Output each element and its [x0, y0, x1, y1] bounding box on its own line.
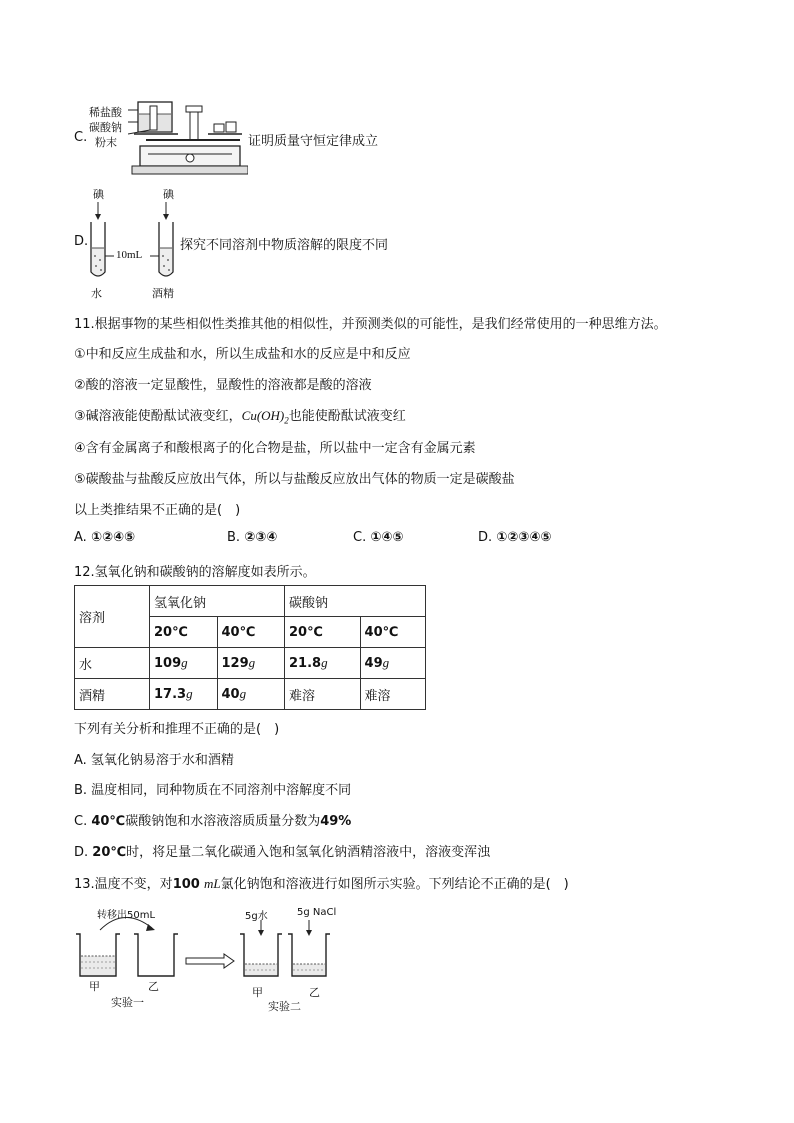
option-temp: 40℃ [91, 814, 126, 829]
label-jia-2: 甲 [252, 986, 263, 999]
stem-part-b: 氯化钠饱和溶液进行如图所示实验。下列结论不正确的是( ) [220, 877, 569, 892]
option-prefix: C. [74, 814, 92, 829]
q12-option-b: B. 温度相同，同种物质在不同溶剂中溶解度不同 [74, 783, 352, 798]
q11-option-d [478, 530, 551, 545]
label-iodine-left: 碘 [93, 188, 104, 201]
label-add-water: 5g水 [245, 911, 268, 922]
q11-statement-3 [74, 405, 406, 426]
stem-unit: mL [203, 876, 221, 891]
option-text: 碳酸钠饱和水溶液溶质质量分数为 [125, 814, 321, 829]
q12-option-a: A. 氢氧化钠易溶于水和酒精 [74, 753, 234, 768]
stem-number: 100 [172, 877, 200, 892]
label-add-nacl: 5g NaCl [297, 907, 337, 918]
option-prefix: D. [74, 845, 93, 860]
test-tubes-figure [86, 200, 178, 282]
option-text: 时，将足量二氧化碳通入饱和氢氧化钠酒精溶液中，溶液变浑浊 [126, 845, 491, 860]
option-text: ②③④ [244, 530, 278, 545]
label-water: 水 [91, 287, 102, 300]
label-volume-10ml: 10mL [116, 249, 143, 261]
q10-option-d-text: 探究不同溶剂中物质溶解的限度不同 [180, 238, 389, 253]
q11-option-b [227, 530, 277, 545]
solvent-cell: 水 [75, 648, 150, 679]
q11-statement-5: ⑤碳酸盐与盐酸反应放出气体，所以与盐酸反应放出气体的物质一定是碳酸盐 [74, 472, 515, 487]
q11-statement-3-part-a: ③碱溶液能使酚酞试液变红， [74, 409, 242, 424]
value-cell: 21.8g [285, 648, 361, 679]
value-cell: 17.3g [150, 679, 218, 710]
label-iodine-right: 碘 [163, 188, 174, 201]
balance-figure [128, 96, 248, 178]
value-cell: 难溶 [285, 679, 361, 710]
q11-statement-1: ①中和反应生成盐和水，所以生成盐和水的反应是中和反应 [74, 347, 411, 362]
q11-question: 以上类推结果不正确的是( ) [74, 503, 241, 518]
q11-option-c [353, 530, 403, 545]
label-experiment-2: 实验二 [268, 1000, 301, 1013]
formula-cu-oh: Cu(OH) [241, 408, 285, 423]
label-sodium-carbonate: 碳酸钠 [89, 121, 122, 134]
q11-stem: 11.根据事物的某些相似性类推其他的相似性，并预测类似的可能性，是我们经常使用的一种思维方法。 [74, 317, 667, 332]
value-cell: 难溶 [360, 679, 425, 710]
option-letter: D. [478, 530, 493, 545]
q11-statement-4: ④含有金属离子和酸根离子的化合物是盐，所以盐中一定含有金属元素 [74, 441, 476, 456]
stem-part-a: 13.温度不变，对 [74, 877, 173, 892]
q12-question: 下列有关分析和推理不正确的是( ) [74, 722, 280, 737]
q11-option-a [74, 530, 135, 545]
value-cell: 109g [150, 648, 218, 679]
value-cell: 40g [217, 679, 285, 710]
temp-cell: 40℃ [217, 617, 285, 648]
label-powder: 粉末 [95, 136, 117, 149]
option-text: ①④⑤ [370, 530, 404, 545]
label-jia-1: 甲 [89, 980, 100, 993]
q10-option-d-letter: D. [74, 234, 89, 249]
q10-option-c-text: 证明质量守恒定律成立 [248, 134, 379, 149]
table-row [75, 679, 426, 710]
q10-option-c-letter: C. [74, 130, 88, 145]
option-letter: B. [227, 530, 241, 545]
q12-stem: 12.氢氧化钠和碳酸钠的溶解度如表所示。 [74, 565, 316, 580]
q12-option-d [74, 841, 490, 860]
label-alcohol: 酒精 [152, 287, 174, 300]
solubility-table [74, 585, 426, 710]
option-text: ①②③④⑤ [496, 530, 552, 545]
option-text: ①②④⑤ [90, 530, 135, 545]
temp-cell: 40℃ [360, 617, 425, 648]
header-solvent: 溶剂 [75, 586, 150, 648]
label-transfer: 转移出50mL [97, 910, 156, 921]
solvent-cell: 酒精 [75, 679, 150, 710]
label-dilute-hcl: 稀盐酸 [89, 106, 122, 119]
value-cell: 49g [360, 648, 425, 679]
option-letter: C. [353, 530, 367, 545]
label-experiment-1: 实验一 [111, 996, 144, 1009]
formula-subscript: 2 [284, 415, 289, 426]
q11-statement-2: ②酸的溶液一定显酸性，显酸性的溶液都是酸的溶液 [74, 378, 372, 393]
option-value: 49% [320, 814, 352, 829]
label-yi-2: 乙 [309, 986, 320, 999]
temp-cell: 20℃ [285, 617, 361, 648]
label-yi-1: 乙 [148, 980, 159, 993]
header-na2co3: 碳酸钠 [285, 586, 426, 617]
q11-statement-3-part-b: 也能使酚酞试液变红 [288, 409, 406, 424]
q12-option-c [74, 810, 351, 829]
option-temp: 20℃ [92, 845, 127, 860]
temp-cell: 20℃ [150, 617, 218, 648]
option-letter: A. [74, 530, 87, 545]
value-cell: 129g [217, 648, 285, 679]
table-row [75, 648, 426, 679]
q13-stem [74, 873, 569, 892]
header-naoh: 氢氧化钠 [150, 586, 285, 617]
